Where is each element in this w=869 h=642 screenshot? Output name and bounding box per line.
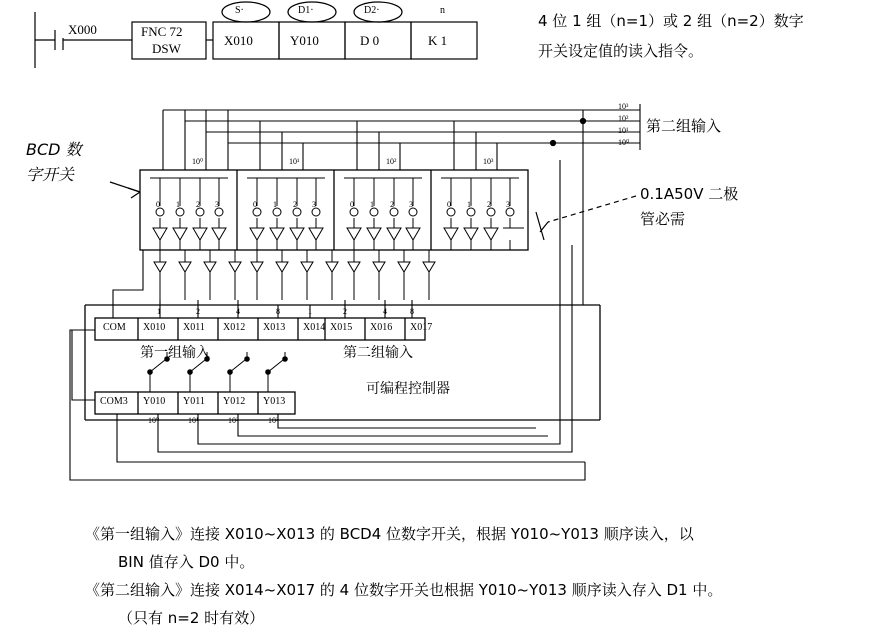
group1-label: 第一组输入	[140, 345, 210, 361]
switch-contact-number: 3	[409, 200, 413, 209]
bcd-switch-label-line1: BCD 数	[26, 140, 82, 159]
switch-contact-number: 1	[467, 200, 471, 209]
switch-digit-label-2: 10²	[386, 157, 397, 166]
switch-contact-number: 0	[156, 200, 160, 209]
operand-header-s: S·	[235, 5, 244, 16]
terminal-x017: X017	[410, 322, 433, 333]
bcd-switch-label-line2: 字开关	[26, 165, 75, 184]
power-digit-2: 10²	[618, 114, 629, 123]
switch-contact-number: 1	[273, 200, 277, 209]
terminal-x016: X016	[370, 322, 393, 333]
footnote-line3: 《第二组输入》连接 X014~X017 的 4 位数字开关也根据 Y010~Y013 顺序读入存入 D1 中。	[85, 581, 723, 599]
terminal-number-right-1: 1	[308, 307, 312, 316]
operand-header-n: n	[440, 5, 445, 16]
ladder-instruction-line1: FNC 72	[141, 24, 183, 39]
terminal-x011: X011	[183, 322, 205, 333]
terminal-number-left-8: 8	[276, 307, 280, 316]
switch-contact-number: 0	[447, 200, 451, 209]
output-digit-label-1: 10¹	[188, 416, 199, 425]
switch-contact-number: 2	[196, 200, 200, 209]
switch-contact-number: 0	[350, 200, 354, 209]
terminal-number-right-2: 2	[343, 307, 347, 316]
switch-contact-number: 2	[390, 200, 394, 209]
switch-digit-label-0: 10⁰	[192, 157, 204, 166]
terminal-y013: Y013	[263, 396, 286, 407]
output-digit-label-2: 10²	[228, 416, 239, 425]
terminal-x014: X014	[303, 322, 326, 333]
terminal-number-right-8: 8	[410, 307, 414, 316]
group2-label: 第二组输入	[343, 345, 413, 361]
operand-header-d2: D2·	[364, 5, 380, 16]
power-digit-1: 10¹	[618, 126, 629, 135]
switch-contact-number: 3	[215, 200, 219, 209]
terminal-number-left-1: 1	[157, 307, 161, 316]
terminal-y011: Y011	[183, 396, 205, 407]
terminal-number-right-4: 4	[383, 307, 387, 316]
operand-header-d1: D1·	[298, 5, 314, 16]
switch-digit-label-1: 10¹	[289, 157, 300, 166]
ladder-description-line2: 开关设定值的读入指令。	[538, 42, 704, 60]
operand-value-n: K 1	[428, 33, 448, 48]
switch-contact-number: 1	[370, 200, 374, 209]
switch-contact-number: 2	[487, 200, 491, 209]
power-digit-0: 10⁰	[618, 138, 630, 147]
switch-contact-number: 1	[176, 200, 180, 209]
terminal-y012: Y012	[223, 396, 246, 407]
plc-label: 可编程控制器	[366, 381, 450, 397]
switch-contact-number: 2	[293, 200, 297, 209]
switch-contact-number: 3	[506, 200, 510, 209]
terminal-x012: X012	[223, 322, 246, 333]
terminal-number-left-2: 2	[196, 307, 200, 316]
switch-contact-number: 0	[253, 200, 257, 209]
terminal-com: COM	[103, 322, 126, 333]
terminal-com3: COM3	[100, 396, 128, 407]
output-digit-label-3: 10³	[268, 416, 279, 425]
diode-note-line2: 管必需	[640, 210, 686, 228]
switch-contact-number: 3	[312, 200, 316, 209]
power-digit-3: 10³	[618, 102, 629, 111]
terminal-y010: Y010	[143, 396, 166, 407]
operand-value-s: X010	[224, 33, 253, 48]
terminal-x015: X015	[330, 322, 353, 333]
terminal-number-left-4: 4	[236, 307, 240, 316]
ladder-instruction-line2: DSW	[152, 41, 181, 56]
operand-value-d1: Y010	[290, 33, 319, 48]
output-digit-label-0: 10⁰	[148, 416, 160, 425]
footnote-line1: 《第一组输入》连接 X010~X013 的 BCD4 位数字开关，根据 Y010~Y013 顺序读入，以	[85, 525, 694, 543]
footnote-line4: （只有 n=2 时有效）	[118, 609, 265, 627]
terminal-x013: X013	[263, 322, 286, 333]
footnote-line2: BIN 值存入 D0 中。	[118, 553, 255, 571]
ladder-contact-label: X000	[68, 22, 97, 37]
switch-digit-label-3: 10³	[483, 157, 494, 166]
terminal-x010: X010	[143, 322, 166, 333]
second-group-top-label: 第二组输入	[646, 117, 722, 135]
ladder-description-line1: 4 位 1 组（n=1）或 2 组（n=2）数字	[538, 12, 804, 30]
diode-note-line1: 0.1A50V 二极	[640, 185, 739, 203]
operand-value-d2: D 0	[360, 33, 380, 48]
